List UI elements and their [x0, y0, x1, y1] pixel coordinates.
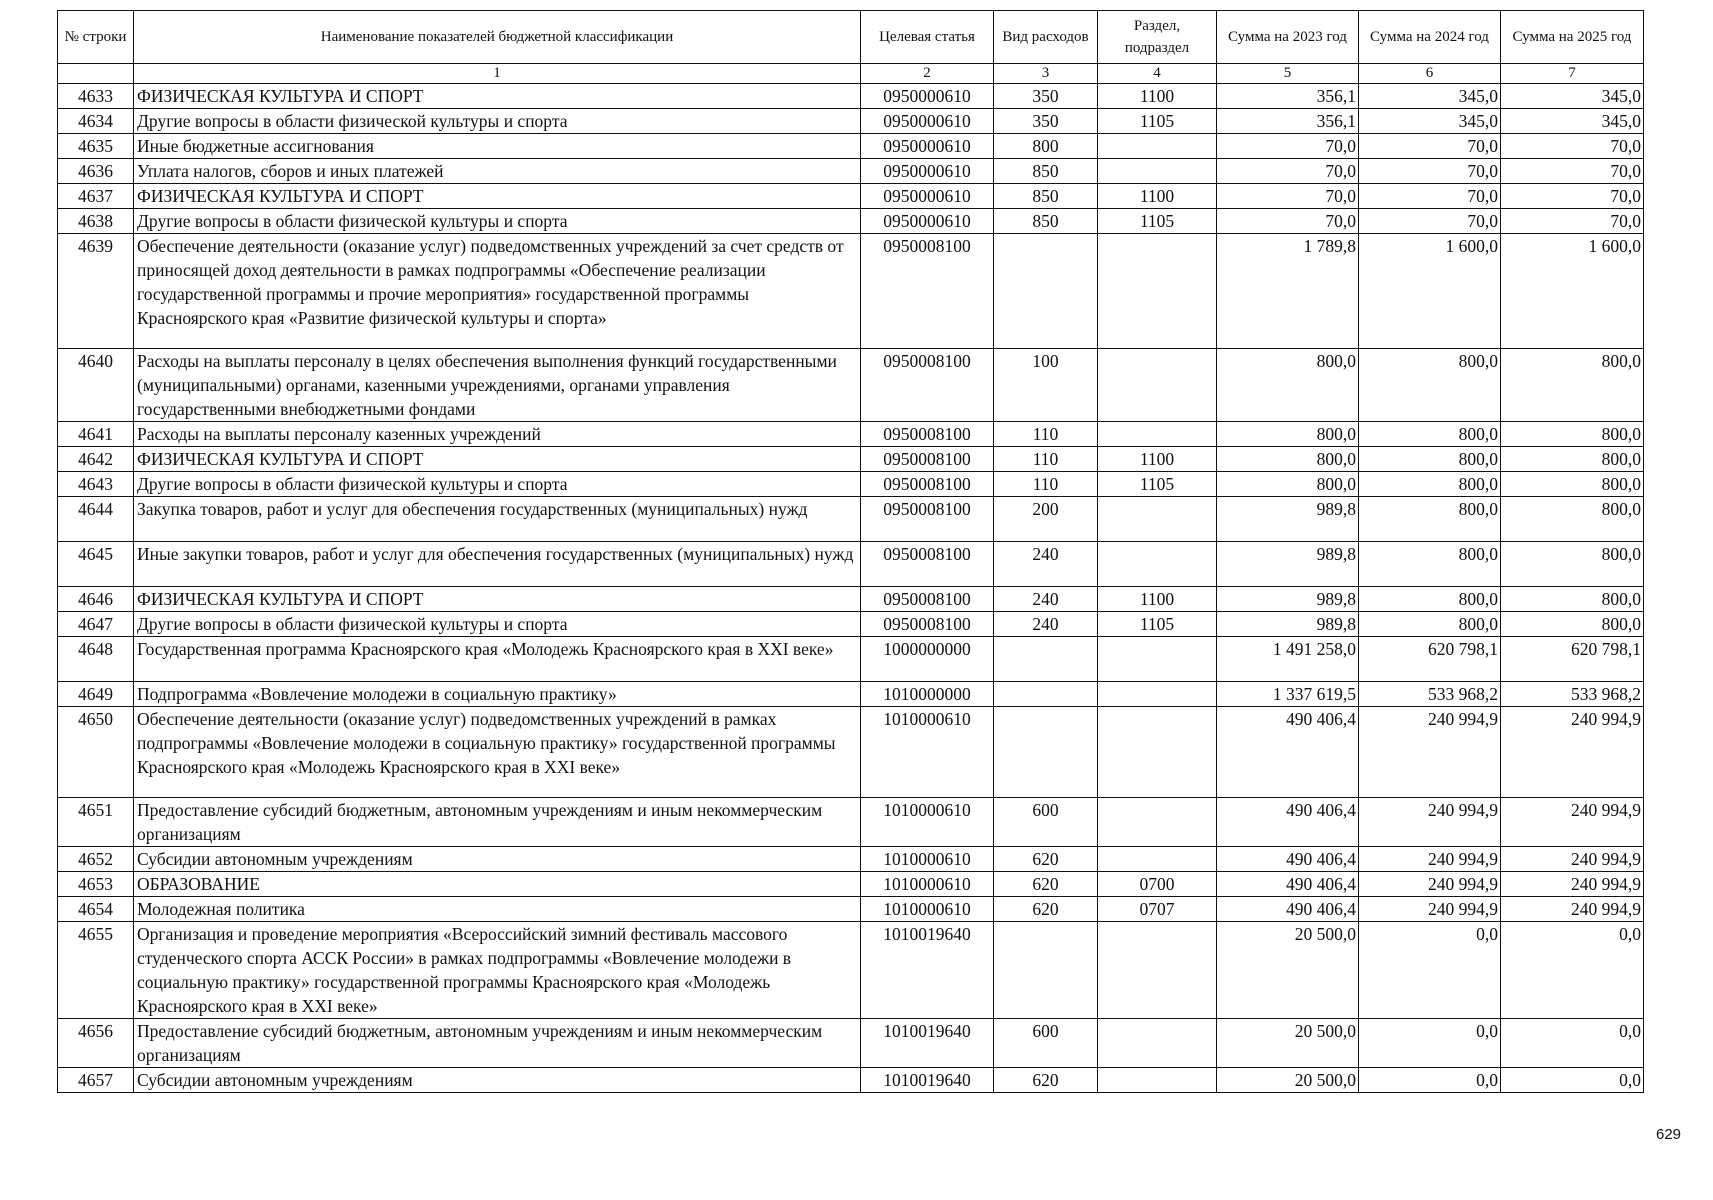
- sum-2025: 240 994,9: [1501, 897, 1644, 922]
- section-code: 1100: [1098, 447, 1217, 472]
- expense-kind: [994, 922, 1098, 1019]
- target-code: 0950008100: [861, 349, 994, 422]
- sum-2024: 70,0: [1359, 134, 1501, 159]
- row-number: 4654: [58, 897, 134, 922]
- table-row: [58, 637, 1644, 682]
- target-code: 0950008100: [861, 497, 994, 542]
- table-row: [58, 897, 1644, 922]
- sum-2023: 70,0: [1217, 184, 1359, 209]
- section-code: 1105: [1098, 472, 1217, 497]
- table-row: [58, 472, 1644, 497]
- row-name: Субсидии автономным учреждениям: [134, 1068, 861, 1093]
- section-code: [1098, 707, 1217, 798]
- table-row: [58, 422, 1644, 447]
- row-name: Иные бюджетные ассигнования: [134, 134, 861, 159]
- sum-2024: 0,0: [1359, 1068, 1501, 1093]
- section-code: [1098, 922, 1217, 1019]
- sum-2023: 490 406,4: [1217, 847, 1359, 872]
- section-code: 1105: [1098, 209, 1217, 234]
- target-code: 1010019640: [861, 1019, 994, 1068]
- sum-2023: 490 406,4: [1217, 798, 1359, 847]
- row-name: ФИЗИЧЕСКАЯ КУЛЬТУРА И СПОРТ: [134, 587, 861, 612]
- target-code: 0950000610: [861, 109, 994, 134]
- target-code: 0950008100: [861, 587, 994, 612]
- expense-kind: 850: [994, 159, 1098, 184]
- sum-2023: 1 337 619,5: [1217, 682, 1359, 707]
- row-number: 4638: [58, 209, 134, 234]
- row-name: Обеспечение деятельности (оказание услуг) подведомственных учреждений в рамках подпрограммы «Вовлечение молодежи в социальную практику» государственной программы Красноярского края «Молодежь Красноярского края в XXI веке»: [134, 707, 861, 798]
- sum-2024: 800,0: [1359, 472, 1501, 497]
- sum-2023: 800,0: [1217, 422, 1359, 447]
- target-code: 1000000000: [861, 637, 994, 682]
- row-name: Организация и проведение мероприятия «Всероссийский зимний фестиваль массового студенческого спорта АССК России» в рамках подпрограммы «Вовлечение молодежи в социальную практику» государственной программы Красноярского края «Молодежь Красноярского края в XXI веке»: [134, 922, 861, 1019]
- expense-kind: 110: [994, 422, 1098, 447]
- table-row: [58, 184, 1644, 209]
- table-row: [58, 922, 1644, 1019]
- row-number: 4650: [58, 707, 134, 798]
- expense-kind: 620: [994, 847, 1098, 872]
- sum-2024: 800,0: [1359, 497, 1501, 542]
- sum-2025: 800,0: [1501, 587, 1644, 612]
- sum-2023: 800,0: [1217, 472, 1359, 497]
- sum-2023: 1 789,8: [1217, 234, 1359, 349]
- expense-kind: [994, 637, 1098, 682]
- page-number: 629: [1656, 1126, 1682, 1143]
- sum-2024: 620 798,1: [1359, 637, 1501, 682]
- header-sum-2024: Сумма на 2024 год: [1359, 11, 1501, 64]
- sum-2025: 345,0: [1501, 109, 1644, 134]
- section-code: [1098, 637, 1217, 682]
- section-code: 1105: [1098, 109, 1217, 134]
- sum-2023: 70,0: [1217, 134, 1359, 159]
- section-code: 1100: [1098, 84, 1217, 109]
- sum-2023: 20 500,0: [1217, 922, 1359, 1019]
- expense-kind: 800: [994, 134, 1098, 159]
- sum-2025: 240 994,9: [1501, 872, 1644, 897]
- table-row: [58, 1068, 1644, 1093]
- table-row: [58, 159, 1644, 184]
- row-number: 4642: [58, 447, 134, 472]
- sum-2025: 533 968,2: [1501, 682, 1644, 707]
- target-code: 0950008100: [861, 422, 994, 447]
- sum-2024: 345,0: [1359, 109, 1501, 134]
- row-name: Расходы на выплаты персоналу в целях обеспечения выполнения функций государственными (муниципальными) органами, казенными учреждениями, органами управления государственными внебюджетными фондами: [134, 349, 861, 422]
- row-name: Обеспечение деятельности (оказание услуг) подведомственных учреждений за счет средств от приносящей доход деятельности в рамках подпрограммы «Обеспечение реализации государственной программы и прочие мероприятия» государственной программы Красноярского края «Развитие физической культуры и спорта»: [134, 234, 861, 349]
- row-name: Предоставление субсидий бюджетным, автономным учреждениям и иным некоммерческим организациям: [134, 1019, 861, 1068]
- row-number: 4648: [58, 637, 134, 682]
- table-row: [58, 349, 1644, 422]
- sum-2023: 356,1: [1217, 84, 1359, 109]
- sum-2024: 533 968,2: [1359, 682, 1501, 707]
- table-row: [58, 1019, 1644, 1068]
- row-number: 4644: [58, 497, 134, 542]
- sum-2025: 240 994,9: [1501, 798, 1644, 847]
- row-number: 4640: [58, 349, 134, 422]
- target-code: 0950008100: [861, 542, 994, 587]
- section-code: 1100: [1098, 587, 1217, 612]
- column-number: 2: [861, 64, 994, 84]
- sum-2024: 800,0: [1359, 612, 1501, 637]
- expense-kind: 200: [994, 497, 1098, 542]
- table-row: [58, 542, 1644, 587]
- column-number: 3: [994, 64, 1098, 84]
- sum-2024: 1 600,0: [1359, 234, 1501, 349]
- sum-2024: 70,0: [1359, 159, 1501, 184]
- row-number: 4649: [58, 682, 134, 707]
- section-code: [1098, 1019, 1217, 1068]
- column-number: 6: [1359, 64, 1501, 84]
- sum-2024: 800,0: [1359, 587, 1501, 612]
- column-number: 5: [1217, 64, 1359, 84]
- row-number: 4645: [58, 542, 134, 587]
- row-number: 4655: [58, 922, 134, 1019]
- target-code: 1010000610: [861, 872, 994, 897]
- sum-2024: 0,0: [1359, 1019, 1501, 1068]
- target-code: 1010000610: [861, 897, 994, 922]
- section-code: [1098, 422, 1217, 447]
- table-row: [58, 134, 1644, 159]
- expense-kind: [994, 234, 1098, 349]
- target-code: 0950000610: [861, 159, 994, 184]
- column-number: [58, 64, 134, 84]
- sum-2023: 20 500,0: [1217, 1019, 1359, 1068]
- expense-kind: [994, 707, 1098, 798]
- target-code: 0950008100: [861, 472, 994, 497]
- sum-2024: 240 994,9: [1359, 707, 1501, 798]
- expense-kind: 240: [994, 587, 1098, 612]
- header-sum-2025: Сумма на 2025 год: [1501, 11, 1644, 64]
- section-code: [1098, 134, 1217, 159]
- sum-2023: 989,8: [1217, 497, 1359, 542]
- expense-kind: 620: [994, 1068, 1098, 1093]
- table-row: [58, 612, 1644, 637]
- sum-2023: 356,1: [1217, 109, 1359, 134]
- section-code: [1098, 847, 1217, 872]
- row-name: Подпрограмма «Вовлечение молодежи в социальную практику»: [134, 682, 861, 707]
- sum-2024: 800,0: [1359, 542, 1501, 587]
- sum-2024: 800,0: [1359, 349, 1501, 422]
- sum-2024: 0,0: [1359, 922, 1501, 1019]
- section-code: 0707: [1098, 897, 1217, 922]
- expense-kind: 240: [994, 542, 1098, 587]
- table-row: [58, 707, 1644, 798]
- section-code: [1098, 798, 1217, 847]
- expense-kind: 110: [994, 447, 1098, 472]
- target-code: 0950000610: [861, 134, 994, 159]
- sum-2023: 490 406,4: [1217, 872, 1359, 897]
- row-name: Расходы на выплаты персоналу казенных учреждений: [134, 422, 861, 447]
- row-number: 4651: [58, 798, 134, 847]
- expense-kind: 620: [994, 872, 1098, 897]
- sum-2025: 345,0: [1501, 84, 1644, 109]
- section-code: 1100: [1098, 184, 1217, 209]
- row-number: 4656: [58, 1019, 134, 1068]
- expense-kind: 350: [994, 109, 1098, 134]
- header-kind: Вид расходов: [994, 11, 1098, 64]
- target-code: 1010019640: [861, 1068, 994, 1093]
- sum-2025: 800,0: [1501, 497, 1644, 542]
- sum-2025: 800,0: [1501, 349, 1644, 422]
- row-number: 4636: [58, 159, 134, 184]
- column-number: 7: [1501, 64, 1644, 84]
- row-number: 4646: [58, 587, 134, 612]
- budget-table: [57, 10, 1644, 1093]
- target-code: 1010000000: [861, 682, 994, 707]
- row-number: 4634: [58, 109, 134, 134]
- table-row: [58, 447, 1644, 472]
- sum-2025: 800,0: [1501, 447, 1644, 472]
- section-code: [1098, 1068, 1217, 1093]
- row-number: 4641: [58, 422, 134, 447]
- sum-2023: 70,0: [1217, 209, 1359, 234]
- row-name: Другие вопросы в области физической культуры и спорта: [134, 612, 861, 637]
- expense-kind: 600: [994, 1019, 1098, 1068]
- table-row: [58, 587, 1644, 612]
- expense-kind: 350: [994, 84, 1098, 109]
- row-number: 4647: [58, 612, 134, 637]
- sum-2023: 490 406,4: [1217, 897, 1359, 922]
- sum-2023: 800,0: [1217, 447, 1359, 472]
- row-name: Молодежная политика: [134, 897, 861, 922]
- table-row: [58, 209, 1644, 234]
- sum-2023: 989,8: [1217, 612, 1359, 637]
- sum-2023: 490 406,4: [1217, 707, 1359, 798]
- section-code: [1098, 234, 1217, 349]
- header-target: Целевая статья: [861, 11, 994, 64]
- sum-2025: 70,0: [1501, 134, 1644, 159]
- row-name: ФИЗИЧЕСКАЯ КУЛЬТУРА И СПОРТ: [134, 84, 861, 109]
- expense-kind: 600: [994, 798, 1098, 847]
- expense-kind: 850: [994, 209, 1098, 234]
- row-number: 4635: [58, 134, 134, 159]
- sum-2025: 0,0: [1501, 1019, 1644, 1068]
- sum-2025: 800,0: [1501, 472, 1644, 497]
- row-number: 4652: [58, 847, 134, 872]
- sum-2025: 70,0: [1501, 184, 1644, 209]
- row-name: Уплата налогов, сборов и иных платежей: [134, 159, 861, 184]
- sum-2024: 240 994,9: [1359, 798, 1501, 847]
- row-name: Закупка товаров, работ и услуг для обеспечения государственных (муниципальных) нужд: [134, 497, 861, 542]
- expense-kind: 110: [994, 472, 1098, 497]
- sum-2025: 800,0: [1501, 542, 1644, 587]
- column-number: 1: [134, 64, 861, 84]
- sum-2023: 989,8: [1217, 587, 1359, 612]
- sum-2023: 70,0: [1217, 159, 1359, 184]
- sum-2024: 240 994,9: [1359, 897, 1501, 922]
- section-code: [1098, 497, 1217, 542]
- row-number: 4643: [58, 472, 134, 497]
- table-row: [58, 872, 1644, 897]
- row-name: Предоставление субсидий бюджетным, автономным учреждениям и иным некоммерческим организациям: [134, 798, 861, 847]
- header-name: Наименование показателей бюджетной классификации: [134, 11, 861, 64]
- row-name: ФИЗИЧЕСКАЯ КУЛЬТУРА И СПОРТ: [134, 184, 861, 209]
- section-code: [1098, 349, 1217, 422]
- header-sum-2023: Сумма на 2023 год: [1217, 11, 1359, 64]
- table-body: [58, 84, 1644, 1093]
- sum-2024: 800,0: [1359, 447, 1501, 472]
- target-code: 0950000610: [861, 84, 994, 109]
- target-code: 1010000610: [861, 847, 994, 872]
- row-number: 4633: [58, 84, 134, 109]
- row-name: Другие вопросы в области физической культуры и спорта: [134, 209, 861, 234]
- sum-2023: 20 500,0: [1217, 1068, 1359, 1093]
- sum-2024: 70,0: [1359, 184, 1501, 209]
- sum-2025: 800,0: [1501, 422, 1644, 447]
- sum-2024: 70,0: [1359, 209, 1501, 234]
- table-row: [58, 497, 1644, 542]
- row-name: Субсидии автономным учреждениям: [134, 847, 861, 872]
- section-code: 1105: [1098, 612, 1217, 637]
- sum-2024: 345,0: [1359, 84, 1501, 109]
- sum-2023: 989,8: [1217, 542, 1359, 587]
- sum-2025: 240 994,9: [1501, 707, 1644, 798]
- target-code: 0950008100: [861, 447, 994, 472]
- section-code: [1098, 159, 1217, 184]
- row-name: ОБРАЗОВАНИЕ: [134, 872, 861, 897]
- sum-2023: 800,0: [1217, 349, 1359, 422]
- target-code: 0950008100: [861, 612, 994, 637]
- sum-2025: 70,0: [1501, 159, 1644, 184]
- table-row: [58, 109, 1644, 134]
- section-code: 0700: [1098, 872, 1217, 897]
- sum-2025: 1 600,0: [1501, 234, 1644, 349]
- table-row: [58, 84, 1644, 109]
- expense-kind: 850: [994, 184, 1098, 209]
- row-number: 4639: [58, 234, 134, 349]
- sum-2024: 240 994,9: [1359, 872, 1501, 897]
- sum-2023: 1 491 258,0: [1217, 637, 1359, 682]
- target-code: 1010000610: [861, 707, 994, 798]
- sum-2025: 0,0: [1501, 922, 1644, 1019]
- target-code: 1010000610: [861, 798, 994, 847]
- sum-2025: 0,0: [1501, 1068, 1644, 1093]
- sum-2025: 620 798,1: [1501, 637, 1644, 682]
- sum-2025: 800,0: [1501, 612, 1644, 637]
- target-code: 0950000610: [861, 184, 994, 209]
- header-row-no: № строки: [58, 11, 134, 64]
- section-code: [1098, 682, 1217, 707]
- sum-2025: 70,0: [1501, 209, 1644, 234]
- row-name: ФИЗИЧЕСКАЯ КУЛЬТУРА И СПОРТ: [134, 447, 861, 472]
- expense-kind: 100: [994, 349, 1098, 422]
- expense-kind: 620: [994, 897, 1098, 922]
- row-name: Иные закупки товаров, работ и услуг для обеспечения государственных (муниципальных) нужд: [134, 542, 861, 587]
- header-section: Раздел, подраздел: [1098, 11, 1217, 64]
- row-name: Другие вопросы в области физической культуры и спорта: [134, 109, 861, 134]
- table-row: [58, 234, 1644, 349]
- expense-kind: [994, 682, 1098, 707]
- table-row: [58, 798, 1644, 847]
- column-number: 4: [1098, 64, 1217, 84]
- expense-kind: 240: [994, 612, 1098, 637]
- section-code: [1098, 542, 1217, 587]
- row-number: 4657: [58, 1068, 134, 1093]
- target-code: 0950000610: [861, 209, 994, 234]
- sum-2024: 240 994,9: [1359, 847, 1501, 872]
- target-code: 1010019640: [861, 922, 994, 1019]
- table-row: [58, 682, 1644, 707]
- row-number: 4653: [58, 872, 134, 897]
- table-header: [58, 11, 1644, 84]
- sum-2025: 240 994,9: [1501, 847, 1644, 872]
- sum-2024: 800,0: [1359, 422, 1501, 447]
- row-number: 4637: [58, 184, 134, 209]
- table-row: [58, 847, 1644, 872]
- target-code: 0950008100: [861, 234, 994, 349]
- row-name: Другие вопросы в области физической культуры и спорта: [134, 472, 861, 497]
- row-name: Государственная программа Красноярского края «Молодежь Красноярского края в XXI веке»: [134, 637, 861, 682]
